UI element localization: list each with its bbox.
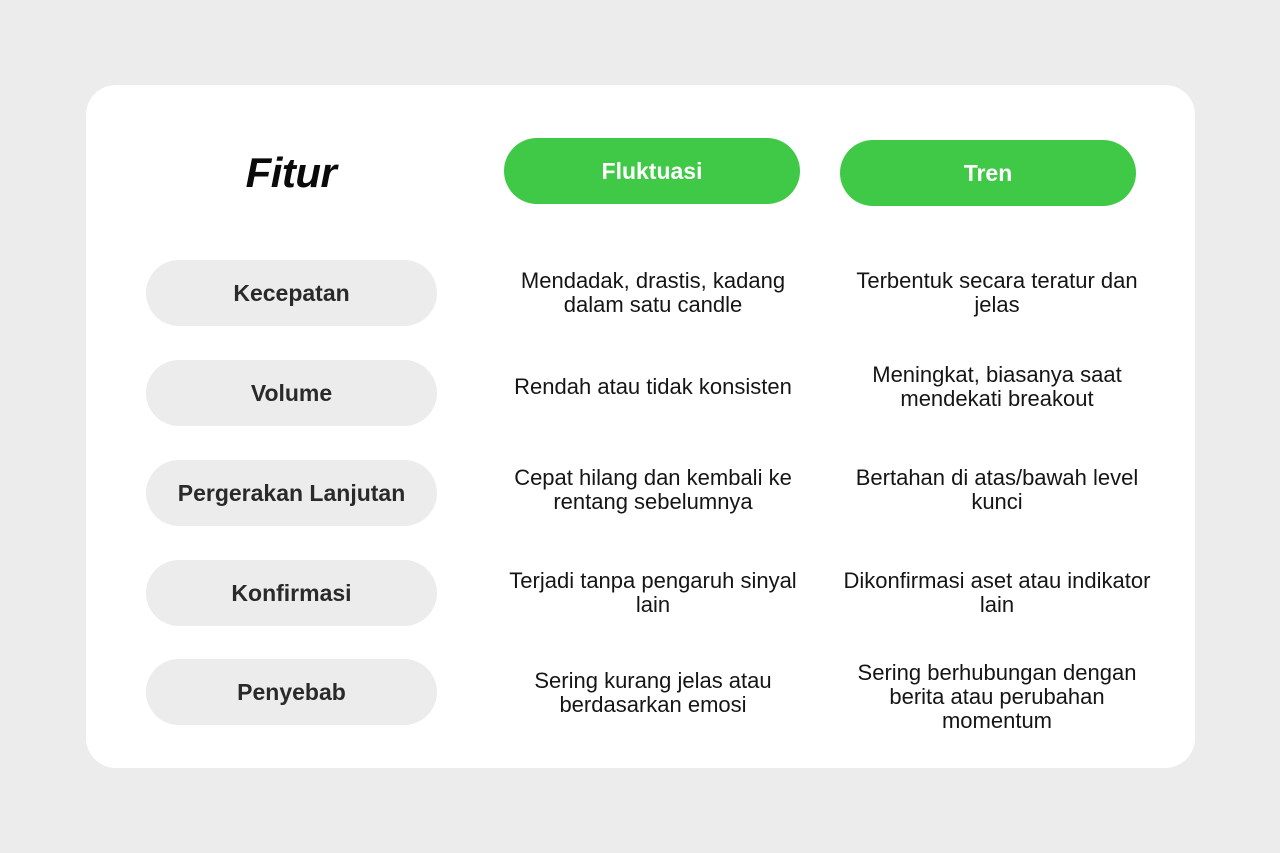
cell-penyebab-fluktuasi: Sering kurang jelas atau berdasarkan emosi	[534, 668, 772, 717]
row-label-pergerakan-lanjutan: Pergerakan Lanjutan	[146, 460, 437, 526]
cell-pergerakan-lanjutan-tren: Bertahan di atas/bawah level kunci	[855, 465, 1139, 514]
cell-pergerakan-lanjutan-fluktuasi: Cepat hilang dan kembali ke rentang sebelumnya	[514, 465, 792, 514]
cell-penyebab-tren: Sering berhubungan dengan berita atau perubahan momentum	[857, 660, 1137, 733]
row-label-penyebab: Penyebab	[146, 659, 437, 725]
row-label-konfirmasi: Konfirmasi	[146, 560, 437, 626]
cell-volume-fluktuasi: Rendah atau tidak konsisten	[514, 374, 792, 399]
cell-konfirmasi-tren: Dikonfirmasi aset atau indikator lain	[843, 568, 1151, 617]
row-label-kecepatan: Kecepatan	[146, 260, 437, 326]
cell-kecepatan-fluktuasi: Mendadak, drastis, kadang dalam satu candle	[520, 268, 786, 317]
table-title: Fitur	[245, 149, 337, 196]
cell-konfirmasi-fluktuasi: Terjadi tanpa pengaruh sinyal lain	[509, 568, 797, 617]
cell-kecepatan-tren: Terbentuk secara teratur dan jelas	[856, 268, 1138, 317]
row-label-volume: Volume	[146, 360, 437, 426]
column-header-tren: Tren	[840, 140, 1136, 206]
cell-volume-tren: Meningkat, biasanya saat mendekati breakout	[872, 362, 1122, 411]
column-header-fluktuasi: Fluktuasi	[504, 138, 800, 204]
